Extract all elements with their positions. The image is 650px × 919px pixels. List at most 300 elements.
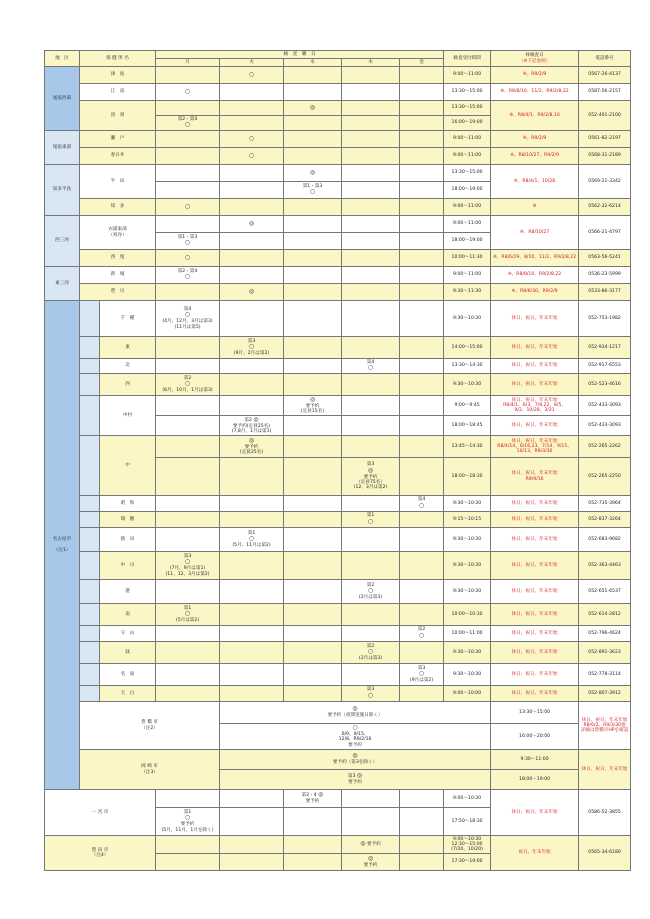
chikusa-time: 9:30～10:30	[444, 301, 491, 337]
meito-fri-text-1: 第3	[417, 665, 426, 671]
midori-thu-cell	[342, 642, 400, 664]
midori-thu-text-1: 第2	[366, 643, 375, 649]
chikusa-mon-cell	[156, 301, 220, 337]
midori-thu-text-2: (2月は第3)	[358, 655, 383, 661]
tenpaku-thu-mark: ○	[367, 691, 374, 699]
nakamura-wed-text-1: 要予約	[305, 403, 320, 409]
naka-thu-text-4: (12、3月は第2)	[353, 485, 388, 491]
kiyosu-phone: 052-401-2100	[579, 101, 631, 131]
moriyama-fri-mark: ○	[418, 631, 425, 639]
toyota-thu-cell-2	[342, 854, 400, 871]
minato-phone: 052-651-6537	[579, 580, 631, 604]
kiyosu-mon-mark: ○	[184, 121, 191, 129]
center-mizuho: 瑞 穂	[100, 512, 156, 528]
higashi-time: 14:00～15:00	[444, 337, 491, 359]
minato-thu-text-2: (2月は第3)	[358, 594, 383, 600]
seto-phone: 0561-82-2197	[579, 131, 631, 148]
okazaki-mark-1: ◎	[352, 752, 358, 760]
toyota-thu-text-2: 要予約	[363, 862, 378, 868]
kiyosu-time-2: 16:00～19:00	[444, 116, 491, 131]
kinuura-time-1: 9:00～11:00	[444, 216, 491, 233]
minato-time: 9:30～10:30	[444, 580, 491, 604]
meito-holiday: 休日、祝日、年末年始	[491, 664, 579, 686]
tenpaku-phone: 052-807-3912	[579, 686, 631, 702]
shinshiro-mon-cell	[156, 267, 220, 284]
toyohashi-text-3: 12/8、R9/2/16	[338, 737, 372, 743]
region-ichinomiya: 一 宮 市	[45, 790, 156, 836]
center-header: 保 健 所 名	[80, 51, 156, 67]
toyohashi-holiday-2: R8/6/2、R9/3/30他	[583, 722, 626, 728]
nakamura-tue-text-1: 第2	[244, 417, 252, 423]
ichinomiya-mon-text-1: 第1	[183, 810, 192, 816]
center-midori: 緑	[100, 642, 156, 664]
region-toyota-note: （注4）	[91, 853, 109, 858]
toyohashi-holiday-1: 休日、祝日、年末年始	[581, 717, 628, 723]
days-group-header: 検 査 曜 日	[156, 51, 444, 59]
nakagawa-mon-text-1: 第3	[183, 554, 192, 560]
higashi-tue-text-1: 第3	[247, 338, 256, 344]
kita-thu-mark: ○	[367, 364, 374, 372]
holiday-header	[491, 51, 579, 67]
shinshiro-phone: 0536-23-5999	[579, 267, 631, 284]
meito-fri-mark: ○	[418, 670, 425, 678]
nishi-holiday: 休日、祝日、年末年始	[491, 374, 579, 396]
minami-mon-mark: ○	[184, 610, 191, 618]
center-nishi: 西	[100, 374, 156, 396]
kita-thu-text: 第4	[366, 359, 375, 365]
toyota-holiday: 祝日、年末年始	[491, 836, 579, 871]
center-showa: 昭 和	[100, 496, 156, 512]
center-atsuta: 熱 田	[100, 528, 156, 552]
showa-fri-text: 第4	[417, 497, 426, 503]
center-kiyosu: 清 須	[80, 101, 156, 131]
kinuura-mon-text: 第1・第3	[177, 234, 198, 240]
region-nagoya-name: 名古屋市	[52, 537, 72, 543]
atsuta-phone: 052-683-9682	[579, 528, 631, 552]
naka-thu-text-3: （定員75名）	[356, 479, 385, 485]
kiyosu-wed-mark: ◎	[284, 101, 342, 116]
mizuho-phone: 052-837-3264	[579, 512, 631, 528]
center-nishio: 西 尾	[80, 250, 156, 267]
handa-phone: 0569-21-3342	[579, 165, 631, 199]
mizuho-holiday: 休日、祝日、年末年始	[491, 512, 579, 528]
toyota-phone: 0565-34-6180	[579, 836, 631, 871]
nishio-holiday: ※、R8/6/29、8/10、11/2、R9/2/8,22	[491, 250, 579, 267]
nakamura-holiday-1	[491, 396, 579, 416]
toyota-time-1a: 9:00～10:30	[452, 836, 482, 842]
ichinomiya-wed-text-2: 要予約	[305, 799, 320, 805]
meito-fri-text-2: (9月は第2)	[409, 677, 434, 683]
toyokawa-phone: 0533-86-3177	[579, 284, 631, 301]
naka-holiday-1a: 休日、祝日、年末年始	[511, 438, 558, 444]
region-toyota	[45, 836, 156, 871]
toyota-thu-mark-2: ◎	[367, 854, 374, 862]
day-header-fri: 金	[400, 59, 444, 67]
shinshiro-mon-mark: ○	[184, 273, 191, 281]
center-konan: 江 南	[80, 84, 156, 101]
toyota-thu-cell-1	[342, 836, 400, 854]
okazaki-holiday: 休日、祝日、年末年始	[579, 750, 631, 790]
schedule-table	[44, 50, 631, 871]
toyohashi-text-4: 要予約	[348, 742, 362, 748]
atsuta-tue-mark: ○	[248, 535, 255, 543]
phone-header: 電話番号	[579, 51, 631, 67]
handa-wed-mark-2: ○	[309, 188, 316, 196]
okazaki-mark-2: ◎	[356, 772, 363, 780]
nakamura-tue-mark: ◎	[253, 415, 259, 423]
minami-time: 10:00～10:30	[444, 604, 491, 626]
naka-thu-cell	[342, 458, 400, 496]
ichinomiya-wed-text-1: 第2・4	[301, 793, 317, 799]
midori-time: 9:30～10:30	[444, 642, 491, 664]
day-header-wed: 水	[284, 59, 342, 67]
moriyama-time: 10:00～11:00	[444, 626, 491, 642]
tenpaku-thu-cell	[342, 686, 400, 702]
toyokawa-time: 9:30～11:30	[444, 284, 491, 301]
center-toyokawa: 豊 川	[80, 284, 156, 301]
chita-mon-mark: ○	[156, 199, 220, 216]
center-seto: 瀬 戸	[80, 131, 156, 148]
region-owari-east: 尾張東部	[45, 131, 80, 165]
chita-time: 9:00～11:00	[444, 199, 491, 216]
tenpaku-time: 9:00～10:00	[444, 686, 491, 702]
nakagawa-mon-text-2: (7月、9月は第1)	[169, 566, 206, 572]
kita-time: 13:30～14:30	[444, 359, 491, 374]
meito-time: 9:30～10:30	[444, 664, 491, 686]
moriyama-fri-text: 第2	[417, 627, 426, 633]
naka-holiday-1	[491, 436, 579, 458]
tsushima-phone: 0567-26-4137	[579, 67, 631, 84]
toyota-time-1b: 12:30～15:00	[451, 841, 483, 847]
region-toyohashi-note: （注2）	[141, 725, 158, 731]
chikusa-mon-text-3: (11月は第5)	[174, 324, 201, 330]
shinshiro-time: 9:00～11:00	[444, 267, 491, 284]
ichinomiya-mon-mark: ○	[184, 814, 191, 822]
okazaki-days-2	[220, 770, 491, 790]
handa-time-1: 13:30～15:00	[444, 165, 491, 182]
higashi-tue-text-2: (9月、2月は第2)	[233, 350, 270, 356]
nakamura-holiday-1b: R8/4/1、6/3、7/8,22、8/5、	[503, 402, 567, 408]
okazaki-time-2: 18:00～19:00	[491, 770, 579, 790]
shinshiro-mon-text: 第2・第4	[177, 268, 198, 274]
nishi-mon-cell	[156, 374, 220, 396]
center-chikusa: 千 種	[100, 301, 156, 337]
naka-tue-text-1: 要予約	[244, 444, 259, 450]
chita-phone: 0562-32-6214	[579, 199, 631, 216]
nishi-mon-mark: ○	[184, 380, 191, 388]
ichinomiya-mon-text-2: 要予約	[180, 822, 195, 828]
toyohashi-mark-1: ◎	[352, 705, 358, 713]
holiday-header-title: 休検査日	[525, 53, 544, 59]
center-kasugai: 春日井	[80, 148, 156, 165]
shinshiro-holiday: ※、R8/8/10、R9/2/8,22	[491, 267, 579, 284]
mizuho-thu-cell	[342, 512, 400, 528]
naka-holiday-1c: 10/13、R9/3/30	[516, 449, 553, 455]
mizuho-time: 9:15～10:15	[444, 512, 491, 528]
minato-thu-text-1: 第2	[366, 582, 375, 588]
showa-time: 9:30～10:30	[444, 496, 491, 512]
minato-thu-cell	[342, 580, 400, 604]
naka-holiday-2a: 休日、祝日、年末年始	[511, 471, 558, 477]
region-nishimikawa: 西三河	[45, 216, 80, 267]
ichinomiya-phone: 0586-52-3855	[579, 790, 631, 836]
minato-thu-mark: ○	[367, 587, 374, 595]
naka-thu-mark: ◎	[367, 466, 374, 474]
kinuura-tue-mark: ◎	[220, 216, 284, 233]
nakamura-holiday-2: 休日、祝日、年末年始	[491, 416, 579, 436]
minami-mon-text-2: (5月は第2)	[175, 617, 200, 623]
naka-tue-cell	[220, 436, 284, 458]
handa-wed-cell	[284, 182, 342, 199]
toyohashi-time-2: 16:00～20:00	[491, 724, 579, 750]
naka-holiday-1b: R8/4/14、6/16,23、7/14、9/15、	[497, 443, 572, 449]
moriyama-fri-cell	[400, 626, 444, 642]
showa-fri-mark: ○	[418, 501, 425, 509]
chikusa-mon-text-1: 第4	[183, 307, 192, 313]
toyota-thu-mark-1: ◎	[360, 840, 366, 848]
kinuura-mon-cell	[156, 233, 220, 250]
nakagawa-holiday: 休日、祝日、年末年始	[491, 552, 579, 580]
higashi-phone: 052-934-1217	[579, 337, 631, 359]
tenpaku-holiday: 休日、祝日、年末年始	[491, 686, 579, 702]
konan-mon-mark: ○	[156, 84, 220, 101]
toyota-time-1c: (7/20、10/20)	[451, 847, 483, 853]
day-header-mon: 月	[156, 59, 220, 67]
okazaki-text-1: 要予約（第3を除く）	[332, 760, 378, 766]
okazaki-text-3: 要予約	[348, 780, 362, 786]
moriyama-holiday: 休日、祝日、年末年始	[491, 626, 579, 642]
handa-time-2: 18:00～19:00	[444, 182, 491, 199]
kita-phone: 052-917-6553	[579, 359, 631, 374]
ichinomiya-time-2: 17:50～18:30	[444, 808, 491, 836]
region-toyohashi-name: 豊 橋 市	[141, 720, 158, 726]
center-handa: 半 田	[80, 165, 156, 199]
ichinomiya-mon-cell	[156, 808, 220, 836]
tsushima-holiday: ※、R9/2/9	[491, 67, 579, 84]
ichinomiya-wed-mark: ◎	[318, 791, 324, 799]
day-header-thu: 木	[342, 59, 400, 67]
nishi-phone: 052-523-4616	[579, 374, 631, 396]
meito-fri-cell	[400, 664, 444, 686]
nakamura-phone-2: 052-433-3093	[579, 416, 631, 436]
naka-phone-1: 052-265-2262	[579, 436, 631, 458]
center-kinuura	[80, 216, 156, 250]
atsuta-tue-cell	[220, 528, 284, 552]
toyohashi-mark-2: ○	[352, 724, 358, 732]
nakamura-tue-text-3: (7,8月、1月は第1)	[231, 428, 272, 434]
midori-holiday: 休日、祝日、年末年始	[491, 642, 579, 664]
kasugai-tue-mark: ○	[220, 148, 284, 165]
nakagawa-phone: 052-363-4463	[579, 552, 631, 580]
tsushima-tue-mark: ○	[220, 67, 284, 84]
midori-phone: 052-891-3623	[579, 642, 631, 664]
ichinomiya-wed-cell	[284, 790, 342, 808]
konan-phone: 0587-56-2157	[579, 84, 631, 101]
nishio-phone: 0563-56-5241	[579, 250, 631, 267]
minato-holiday: 休日、祝日、年末年始	[491, 580, 579, 604]
nakamura-holiday-1a: 休日、祝日、年末年始	[511, 397, 558, 403]
center-naka: 中	[100, 436, 156, 496]
nishio-time: 10:00～11:30	[444, 250, 491, 267]
chita-holiday: ※	[491, 199, 579, 216]
center-nakamura: 中村	[100, 396, 156, 436]
tenpaku-thu-text: 第3	[366, 687, 375, 693]
naka-time-1: 13:45～14:30	[444, 436, 491, 458]
naka-holiday-2	[491, 458, 579, 496]
center-nakagawa: 中 川	[100, 552, 156, 580]
higashi-tue-cell	[220, 337, 284, 359]
holiday-header-note: （※下記参照）	[518, 58, 551, 64]
kinuura-phone: 0566-21-4797	[579, 216, 631, 250]
kasugai-phone: 0568-31-2189	[579, 148, 631, 165]
chikusa-holiday: 休日、祝日、年末年始	[491, 301, 579, 337]
toyota-thu-text-1: 要予約	[366, 842, 381, 848]
naka-tue-text-2: (定員25名)	[239, 449, 264, 455]
nakagawa-mon-text-3: (11、12、3月は第2)	[165, 571, 210, 577]
nakamura-tue-cell	[220, 416, 284, 436]
nakagawa-mon-cell	[156, 552, 220, 580]
center-higashi: 東	[100, 337, 156, 359]
toyokawa-holiday: ※、R8/6/30、R9/2/9	[491, 284, 579, 301]
center-moriyama: 守 山	[100, 626, 156, 642]
kinuura-time-2: 18:00～19:00	[444, 233, 491, 250]
minami-mon-cell	[156, 604, 220, 626]
toyohashi-holiday-3: 詳細は豊橋市HPを確認	[580, 728, 629, 734]
center-minami: 南	[100, 604, 156, 626]
seto-time: 9:00～11:00	[444, 131, 491, 148]
time-header: 検査受付時間	[444, 51, 491, 67]
nakamura-tue-text-2: 要予約(定員25名)	[233, 423, 271, 429]
toyohashi-holiday	[579, 702, 631, 750]
center-chita: 知 多	[80, 199, 156, 216]
region-toyohashi	[80, 702, 220, 750]
center-kita: 北	[100, 359, 156, 374]
kiyosu-mon-cell	[156, 116, 220, 131]
kiyosu-holiday: ※、R8/4/1、R9/2/8,10	[491, 101, 579, 131]
region-okazaki-note: （注3）	[141, 769, 158, 775]
ichinomiya-holiday: 休日、祝日、年末年始	[491, 790, 579, 836]
region-okazaki	[80, 750, 220, 790]
kasugai-holiday: ※、R8/10/27、R9/2/9	[491, 148, 579, 165]
minami-holiday: 休日、祝日、年末年始	[491, 604, 579, 626]
tsushima-time: 9:00～11:00	[444, 67, 491, 84]
nakamura-wed-text-2: (定員15名)	[300, 408, 325, 414]
atsuta-tue-text-1: 第1	[247, 530, 256, 536]
mizuho-thu-mark: ○	[367, 517, 374, 525]
meito-phone: 052-778-3114	[579, 664, 631, 686]
region-nagoya	[45, 301, 80, 790]
nishi-mon-text-1: 第2	[183, 375, 192, 381]
center-tenpaku: 天 白	[100, 686, 156, 702]
nakagawa-mon-mark: ○	[184, 558, 191, 566]
region-okazaki-name: 岡 崎 市	[141, 764, 158, 770]
toyohashi-days-1	[220, 702, 491, 724]
nishi-mon-text-2: (8月、10月、1月は第3)	[162, 387, 213, 393]
naka-time-2: 18:00～18:30	[444, 458, 491, 496]
naka-thu-text-1: 第3	[366, 462, 375, 468]
higashi-holiday: 休日、祝日、年末年始	[491, 337, 579, 359]
showa-phone: 052-735-3964	[579, 496, 631, 512]
toyohashi-days-2	[220, 724, 491, 750]
toyohashi-time-1: 13:30～15:00	[491, 702, 579, 724]
toyohashi-text-1: 要予約（夜間実施日除く）	[327, 713, 383, 719]
ichinomiya-time-1: 9:00～10:30	[444, 790, 491, 808]
nakamura-phone-1: 052-433-3093	[579, 396, 631, 416]
region-owari-west: 尾張西部	[45, 67, 80, 131]
chikusa-mon-text-2: (4月、12月、3月は第3)	[162, 319, 213, 325]
nakamura-time-1: 9:00～9:45	[444, 396, 491, 416]
center-minato: 港	[100, 580, 156, 604]
toyota-time-1	[444, 836, 491, 854]
seto-holiday: ※、R9/2/9	[491, 131, 579, 148]
okazaki-days-1	[220, 750, 491, 770]
schedule-sheet	[44, 50, 630, 871]
mizuho-thu-text: 第1	[366, 513, 375, 519]
nakamura-wed-mark: ◎	[309, 395, 316, 403]
minami-phone: 052-614-2812	[579, 604, 631, 626]
center-kinuura-sub: （刈谷）	[108, 232, 127, 238]
naka-phone-2: 052-265-2250	[579, 458, 631, 496]
nakamura-holiday-1c: 9/2、10/28、3/31	[514, 408, 555, 414]
center-shinshiro: 新 城	[80, 267, 156, 284]
region-header: 地 区	[45, 51, 80, 67]
kinuura-holiday: ※、R8/10/27	[491, 216, 579, 250]
chikusa-phone: 052-753-1982	[579, 301, 631, 337]
konan-time: 13:30～15:00	[444, 84, 491, 101]
kita-holiday: 休日、祝日、年末年始	[491, 359, 579, 374]
handa-wed-text: 第1・第3	[302, 183, 323, 189]
kinuura-mon-mark: ○	[184, 239, 191, 247]
toyokawa-tue-mark: ◎	[220, 284, 284, 301]
naka-tue-mark: ◎	[248, 436, 255, 444]
atsuta-time: 9:30～10:30	[444, 528, 491, 552]
handa-wed-mark-1: ◎	[284, 165, 342, 182]
midori-thu-mark: ○	[367, 648, 374, 656]
seto-tue-mark: ○	[220, 131, 284, 148]
region-nagoya-note: （注1）	[53, 547, 71, 553]
handa-holiday: ※、R8/4/1、10/28	[491, 165, 579, 199]
chikusa-mon-mark: ○	[184, 311, 191, 319]
center-meito: 名 東	[100, 664, 156, 686]
region-higashimikawa: 東三河	[45, 267, 80, 301]
naka-holiday-2b: R9/9/16	[525, 476, 544, 482]
nishio-mon-mark: ○	[156, 250, 220, 267]
moriyama-phone: 052-796-4624	[579, 626, 631, 642]
kita-thu-cell	[342, 359, 400, 374]
ichinomiya-mon-text-3: (5月、11月、1月を除く)	[161, 827, 214, 833]
okazaki-time-1: 9:30～11:00	[491, 750, 579, 770]
day-header-tue: 火	[220, 59, 284, 67]
kiyosu-time-1: 13:30～15:00	[444, 101, 491, 116]
okazaki-text-2: 第3	[347, 774, 356, 780]
toyota-time-2: 17:30～19:00	[444, 854, 491, 871]
toyohashi-text-2: 6/9、9/15、	[341, 732, 369, 738]
nakagawa-time: 9:30～10:30	[444, 552, 491, 580]
atsuta-holiday: 休日、祝日、年末年始	[491, 528, 579, 552]
minami-mon-text-1: 第1	[183, 605, 192, 611]
region-toyota-name: 豊 田 市	[91, 847, 109, 853]
kiyosu-mon-text: 第2・第4	[177, 116, 198, 122]
nishi-time: 9:30～10:30	[444, 374, 491, 396]
showa-holiday: 休日、祝日、年末年始	[491, 496, 579, 512]
center-kinuura-name: 衣浦東部	[108, 227, 127, 233]
naka-thu-text-2: 要予約	[363, 474, 378, 480]
showa-fri-cell	[400, 496, 444, 512]
center-tsushima: 津 島	[80, 67, 156, 84]
higashi-tue-mark: ○	[248, 343, 255, 351]
konan-holiday: ※、R8/8/10、11/2、R9/2/8,22	[491, 84, 579, 101]
atsuta-tue-text-2: (5月、11月は第2)	[232, 542, 271, 548]
